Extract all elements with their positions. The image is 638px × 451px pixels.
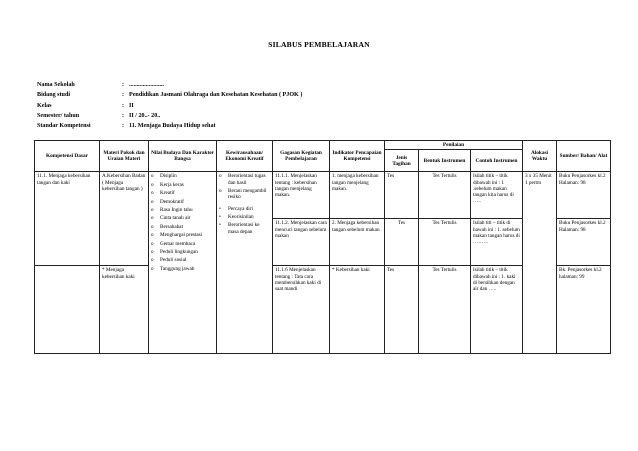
info-label: Kelas	[37, 102, 52, 109]
list-item	[151, 257, 214, 263]
list-item	[151, 266, 214, 272]
cell-bentuk: Tes Tertulis	[419, 172, 471, 219]
cell-nilai	[149, 172, 217, 354]
header-jenis: Jenis Tagihan	[385, 150, 419, 172]
cell-kewirausahaan	[217, 172, 273, 354]
cell-materi: A.Kebersihan Badan ( Menjaga kebersihan tangan )	[100, 172, 149, 266]
list-item-text: Menghargai prestasi	[160, 232, 203, 239]
document-title: SILABUS PEMBELAJARAN	[268, 40, 370, 49]
bullet: o	[151, 248, 154, 255]
bullet: o	[151, 181, 154, 188]
list-item-text: Berani mengambil resiko	[228, 188, 267, 201]
cell-indikator: 2. Menjaga kebersihan tangan sebelum makan	[330, 219, 385, 266]
list-item-text: Peduli lingkungan	[160, 248, 198, 255]
info-row-semester	[37, 111, 302, 121]
list-item-text: Kerja keras	[160, 181, 184, 188]
bullet: o	[151, 232, 154, 239]
cell-jenis: Tes	[385, 219, 419, 266]
list-item-text: Berorientasi tugas dan hasil	[228, 173, 266, 186]
bullet: o	[219, 173, 222, 180]
bullet: o	[151, 215, 154, 222]
cell-bentuk: Tes Tertulis	[419, 219, 471, 266]
info-separator: :	[122, 82, 125, 88]
list-item-text: Tanggung jawab	[160, 265, 195, 272]
cell-indikator: 1. menjaga kebersihan tangan menjelang makan.	[330, 172, 385, 219]
cell-contoh: Isilah titik – titik dibawah ini : 1. kaki di bersihkan dengan air dan …..	[471, 266, 523, 354]
table-row	[35, 172, 611, 219]
header-contoh: Contoh Instrumen	[471, 150, 523, 172]
list-item	[151, 199, 214, 205]
bullet: o	[151, 173, 154, 180]
header-alokasi: Alokasi Waktu	[523, 141, 557, 172]
info-separator: :	[122, 92, 125, 99]
list-item	[151, 224, 214, 230]
header-kompetensi: Kompetensi Dasar	[35, 141, 100, 172]
bullet: o	[151, 206, 154, 213]
bullet: •	[219, 213, 221, 220]
list-item-text: Cinta tanah air	[160, 215, 191, 222]
info-row-school	[37, 80, 302, 90]
header-indikator: Indikator Pencapaian Kompetensi	[330, 141, 385, 172]
list-item-text: Bersahabat	[160, 223, 184, 230]
info-label: Semester/ tahun	[37, 112, 80, 119]
cell-gagasan: 11.1.6 Menjelaskan tentang : Tata cara membersihkan kaki di saat mandi	[273, 266, 330, 354]
info-row-class	[37, 101, 302, 111]
bullet: •	[219, 205, 221, 212]
info-value: 11. Menjaga Budaya Hidup sehat	[129, 123, 216, 130]
list-item-text: Keorisinilan	[228, 213, 254, 220]
header-gagasan: Gagasan Kegiatan Pembelajaran	[273, 141, 330, 172]
info-value: Pendidikan Jasmani Olahraga dan Kesehatan Kesehatan ( PJOK )	[129, 92, 303, 99]
info-separator: :	[122, 112, 125, 119]
list-item	[151, 173, 214, 179]
bullet: o	[151, 223, 154, 230]
info-label: Bidang studi	[37, 92, 71, 99]
list-item	[219, 173, 270, 185]
cell-jenis: Tes	[385, 172, 419, 219]
bullet: o	[219, 188, 222, 194]
cell-alokasi: 3 x 35 Menit 1 pertm	[523, 172, 557, 354]
header-sumber: Sumber/ Bahan/ Alat	[557, 141, 611, 172]
list-item	[151, 182, 214, 188]
header-nilai: Nilai Budaya Dan Karakter Bangsa	[149, 141, 217, 172]
list-item	[151, 207, 214, 213]
bullet: o	[151, 190, 154, 197]
list-item-text: Berorientasi ke masa depan	[228, 222, 260, 235]
list-item	[151, 249, 214, 255]
info-separator: :	[122, 123, 125, 130]
list-item-text: Demokratif	[160, 198, 184, 205]
info-label: Nama Sekolah	[37, 82, 75, 88]
cell-gagasan: 11.1.2. Menjelaskan cara mencuci tangan sebelum makan	[273, 219, 330, 266]
header-penilaian: Penilaian	[385, 141, 523, 150]
info-row-standard	[37, 121, 302, 131]
cell-sumber: Buku Penjasorkes kl.2 Halaman: 98	[557, 219, 611, 266]
cell-kompetensi-empty	[35, 266, 100, 354]
info-label: Standar Kompetensi	[37, 123, 91, 130]
cell-materi: * Menjaga kebersihan kaki	[100, 266, 149, 354]
list-item	[151, 215, 214, 221]
bullet: o	[151, 257, 154, 264]
cell-bentuk: Tes Tertulis	[419, 266, 471, 354]
bullet: o	[151, 265, 154, 272]
cell-jenis: Tes	[385, 266, 419, 354]
bullet: o	[151, 240, 154, 247]
info-value: II	[129, 102, 134, 109]
list-item-text: Disiplin	[160, 173, 177, 180]
list-item	[219, 188, 270, 200]
cell-sumber: Buku Penjasorkes kl.2 Halaman: 98	[557, 172, 611, 219]
header-materi: Materi Pokok dan Uraian Materi	[100, 141, 149, 172]
list-item-text: Peduli sosial	[160, 257, 187, 264]
list-item-text: Kreatif	[160, 190, 175, 197]
info-value: II / 20..- 20..	[129, 112, 161, 119]
list-item	[151, 241, 214, 247]
bullet: o	[151, 198, 154, 205]
nilai-list	[151, 173, 214, 272]
info-value: .......................	[129, 82, 165, 88]
info-row-subject	[37, 90, 302, 100]
syllabus-table	[34, 140, 611, 354]
list-item	[151, 190, 214, 196]
header-bentuk: Bentuk Instrumen	[419, 150, 471, 172]
cell-kompetensi: 11.1. Menjaga kebersihan tangan dan kaki	[35, 172, 100, 266]
bullet: •	[219, 222, 221, 229]
cell-contoh: Isilah titi – titik di bawah ini : 1. sebelum makan tangan harus di ………	[471, 219, 523, 266]
cell-gagasan: 11.1.1. Menjelaskan tentang : kebersihan tangan menjelang makan.	[273, 172, 330, 219]
cell-indikator: * Kebersihan kaki	[330, 266, 385, 354]
info-separator: :	[122, 102, 125, 109]
list-item	[151, 232, 214, 238]
list-item-text: Rasa Ingin tahu	[160, 206, 193, 213]
kewirausahaan-list	[219, 173, 270, 200]
kewirausahaan-list	[219, 206, 270, 235]
header-kewirausahaan: Kewirausahaan/ Ekonomi Kreatif	[217, 141, 273, 172]
cell-sumber: Bk. Penjasorkes kl.2 halaman: 99	[557, 266, 611, 354]
list-item-text: Percaya diri	[228, 205, 253, 212]
list-item	[219, 206, 270, 212]
list-item	[219, 214, 270, 220]
cell-contoh: Isilah titik – titik dibawah ini : 1 .sebelum makan tangan kita harus di …..	[471, 172, 523, 219]
list-item-text: Gemar membaca	[160, 240, 196, 247]
list-item	[219, 222, 270, 234]
school-info	[37, 80, 302, 131]
